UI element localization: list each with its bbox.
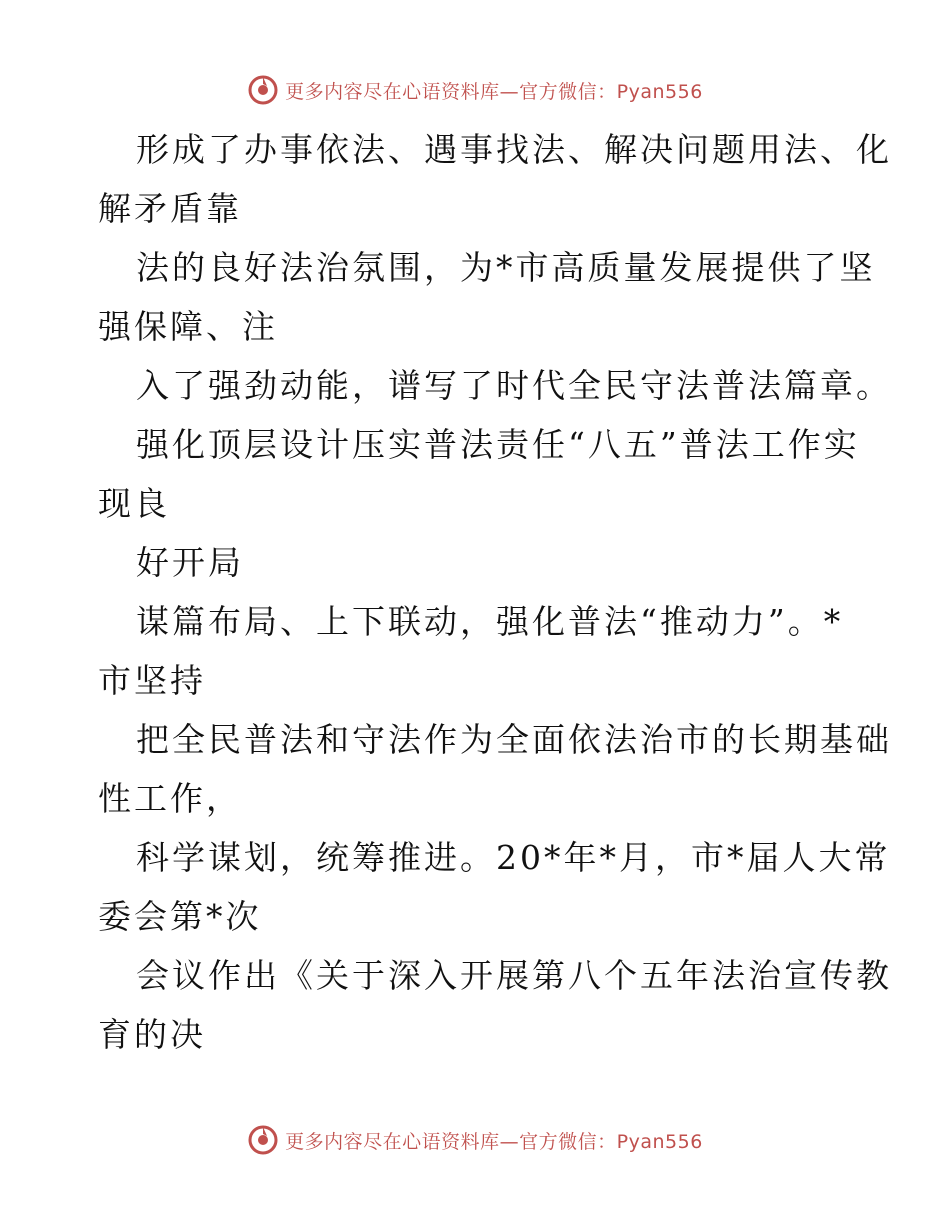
text-line: 会议作出《关于深入开展第八个五年法治宣传教 <box>136 956 892 995</box>
text-line: 形成了办事依法、遇事找法、解决问题用法、化 <box>136 130 892 169</box>
text-line: 现良 <box>98 484 170 523</box>
text-line: 谋篇布局、上下联动，强化普法“推动力”。* <box>136 602 844 641</box>
text-line: 好开局 <box>136 543 244 582</box>
seal-logo-icon <box>247 1124 279 1156</box>
text-line: 法的良好法治氛围，为*市高质量发展提供了坚 <box>136 248 876 287</box>
header-text: 更多内容尽在心语资料库—官方微信：Pyan556 <box>285 80 703 103</box>
text-line: 市坚持 <box>98 661 206 700</box>
text-line: 强化顶层设计压实普法责任“八五”普法工作实 <box>136 425 860 464</box>
text-line: 性工作， <box>98 779 242 818</box>
seal-logo-icon <box>247 74 279 106</box>
text-line: 科学谋划，统筹推进。20*年*月，市*届人大常 <box>136 838 891 877</box>
footer-text: 更多内容尽在心语资料库—官方微信：Pyan556 <box>285 1130 703 1153</box>
header-banner <box>0 70 950 110</box>
document-body <box>98 120 892 1064</box>
footer-banner <box>0 1120 950 1160</box>
text-line: 入了强劲动能，谱写了时代全民守法普法篇章。 <box>136 366 892 405</box>
text-line: 解矛盾靠 <box>98 189 242 228</box>
text-line: 委会第*次 <box>98 897 262 936</box>
text-line: 育的决 <box>98 1015 206 1054</box>
text-line: 强保障、注 <box>98 307 278 346</box>
text-line: 把全民普法和守法作为全面依法治市的长期基础 <box>136 720 892 759</box>
